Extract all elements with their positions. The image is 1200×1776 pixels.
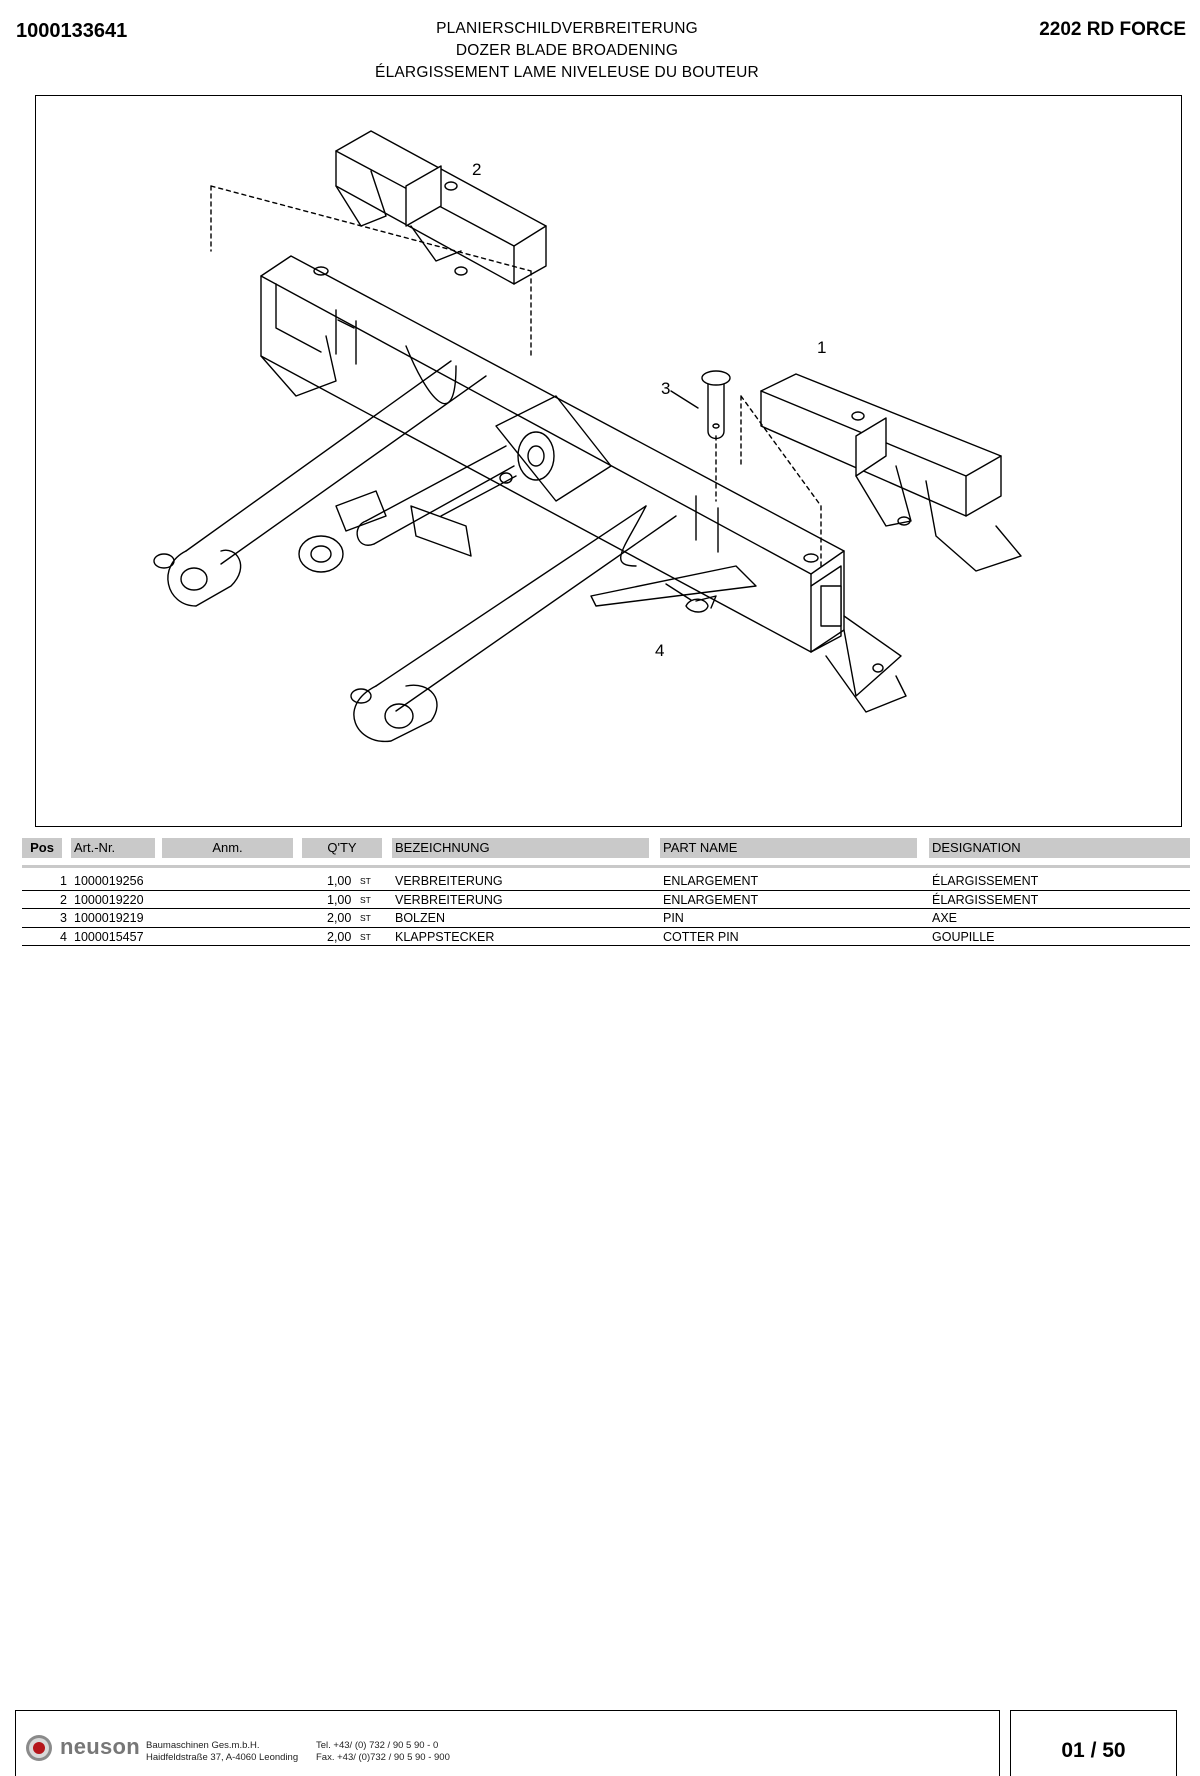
header-rule (22, 865, 1190, 868)
cell-unit: ST (360, 913, 371, 923)
callout-4: 4 (655, 641, 665, 660)
col-designation: DESIGNATION (929, 838, 1190, 858)
cell-part-name: ENLARGEMENT (663, 892, 759, 907)
cross-beam (261, 256, 844, 652)
page-titles (300, 18, 834, 84)
col-qty: Q'TY (302, 838, 382, 858)
callout-3: 3 (661, 379, 671, 398)
table-row (22, 909, 1190, 928)
cell-bezeichnung: VERBREITERUNG (395, 892, 503, 907)
document-number: 1000133641 (16, 20, 128, 42)
col-art-nr: Art.-Nr. (71, 838, 155, 858)
footer-company-box (15, 1710, 1000, 1776)
cell-unit: ST (360, 894, 371, 905)
company-address (146, 1740, 298, 1764)
cell-qty: 1,00 (327, 892, 352, 907)
cell-pos: 2 (60, 892, 67, 907)
parts-table (22, 838, 1190, 944)
col-pos: Pos (22, 838, 62, 858)
cell-designation: ÉLARGISSEMENT (932, 892, 1039, 907)
cell-part-name: PIN (663, 911, 684, 925)
cell-bezeichnung: VERBREITERUNG (395, 874, 503, 888)
company-line-1: Baumaschinen Ges.m.b.H. (146, 1740, 260, 1751)
table-body (22, 872, 1190, 946)
company-tel: Tel. +43/ (0) 732 / 90 5 90 - 0 (316, 1740, 439, 1751)
company-line-2: Haidfeldstraße 37, A-4060 Leonding (146, 1752, 299, 1763)
neuson-logo-icon (24, 1733, 54, 1763)
table-row (22, 872, 1190, 891)
cell-unit: ST (360, 931, 371, 942)
cell-art-nr: 1000015457 (74, 929, 144, 944)
right-bracket (826, 616, 906, 712)
cell-art-nr: 1000019219 (74, 911, 144, 925)
footer-page-box (1010, 1710, 1177, 1776)
cell-designation: ÉLARGISSEMENT (932, 874, 1039, 888)
cell-unit: ST (360, 876, 371, 886)
left-push-arm (154, 346, 486, 606)
company-fax: Fax. +43/ (0)732 / 90 5 90 - 900 (316, 1752, 450, 1763)
callout-1: 1 (817, 338, 827, 357)
cell-art-nr: 1000019256 (74, 874, 144, 888)
company-contact (316, 1740, 450, 1764)
machine-model: 2202 RD FORCE (1039, 19, 1186, 40)
title-french: ÉLARGISSEMENT LAME NIVELEUSE DU BOUTEUR (375, 64, 759, 81)
cell-qty: 1,00 (327, 874, 352, 888)
col-part-name: PART NAME (660, 838, 917, 858)
cell-pos: 4 (60, 929, 67, 944)
table-row (22, 891, 1190, 910)
table-row (22, 928, 1190, 947)
brand-name: neuson (60, 1734, 141, 1759)
cell-qty: 2,00 (327, 911, 352, 925)
col-bezeichnung: BEZEICHNUNG (392, 838, 649, 858)
right-push-arm (351, 506, 756, 741)
col-anm: Anm. (162, 838, 293, 858)
page-number: 01 / 50 (1061, 1739, 1126, 1762)
table-header (22, 838, 1190, 858)
title-german: PLANIERSCHILDVERBREITERUNG (436, 20, 698, 37)
exploded-drawing (35, 95, 1182, 827)
cell-art-nr: 1000019220 (74, 892, 144, 907)
cell-qty: 2,00 (327, 929, 352, 944)
cell-designation: GOUPILLE (932, 929, 995, 944)
title-english: DOZER BLADE BROADENING (455, 42, 679, 59)
cell-part-name: COTTER PIN (663, 929, 739, 944)
cell-bezeichnung: BOLZEN (395, 911, 446, 925)
cell-pos: 1 (60, 874, 67, 888)
callout-2: 2 (472, 160, 482, 179)
cell-designation: AXE (932, 911, 958, 925)
cell-part-name: ENLARGEMENT (663, 874, 759, 888)
dozer-blade-drawing (36, 96, 1183, 828)
left-bracket (261, 336, 336, 396)
cell-pos: 3 (60, 911, 67, 925)
cell-bezeichnung: KLAPPSTECKER (395, 929, 495, 944)
